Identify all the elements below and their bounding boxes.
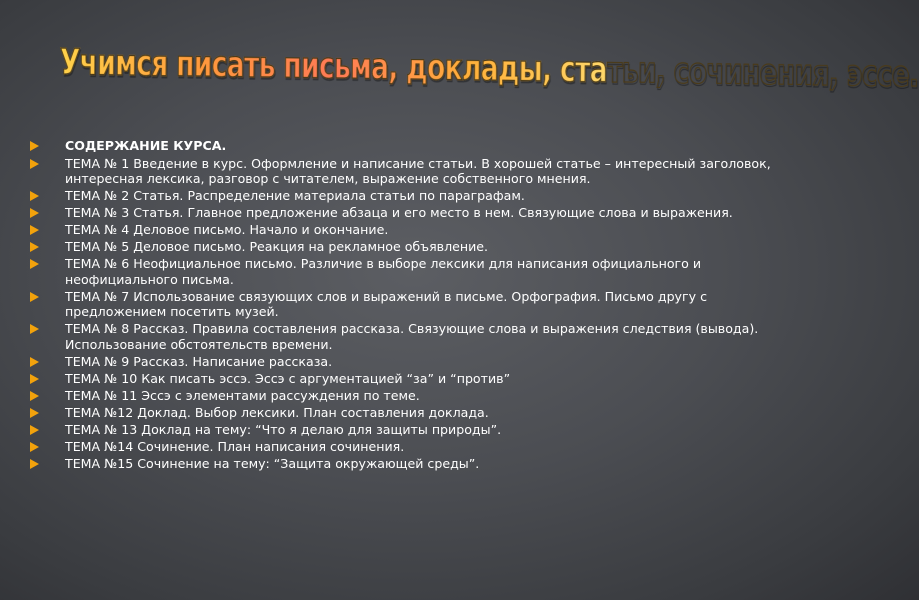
list-item — [30, 321, 775, 352]
list-item — [30, 256, 775, 287]
topic-text: ТЕМА №15 Сочинение на тему: “Защита окружающей среды”. — [65, 455, 480, 471]
triangle-bullet-icon — [30, 292, 39, 302]
course-contents-heading: СОДЕРЖАНИЕ КУРСА. — [65, 138, 227, 153]
topic-text: ТЕМА №12 Доклад. Выбор лексики. План составления доклада. — [65, 404, 489, 420]
list-item — [30, 188, 775, 204]
triangle-bullet-icon — [30, 442, 39, 452]
list-item — [30, 439, 775, 455]
topic-text: ТЕМА № 11 Эссэ с элементами рассуждения по теме. — [65, 387, 420, 403]
list-item — [30, 456, 775, 472]
triangle-bullet-icon — [30, 324, 39, 334]
list-item — [30, 422, 775, 438]
list-item — [30, 239, 775, 255]
triangle-bullet-icon — [30, 159, 39, 169]
triangle-bullet-icon — [30, 191, 39, 201]
topic-text: ТЕМА № 7 Использование связующих слов и выражений в письме. Орфография. Письмо другу с предложением посетить музей. — [65, 288, 708, 319]
topic-text: ТЕМА № 1 Введение в курс. Оформление и написание статьи. В хорошей статье – интересный заголовок, интересная лексика, разговор с читателем, выражение собственного мнения. — [65, 155, 771, 186]
topic-text: ТЕМА № 13 Доклад на тему: “Что я делаю для защиты природы”. — [65, 421, 502, 437]
triangle-bullet-icon — [30, 225, 39, 235]
topic-text: ТЕМА № 2 Статья. Распределение материала статьи по параграфам. — [65, 188, 525, 203]
slide-title: Учимся писать письма, доклады, статьи, сочинения, эссе. — [59, 42, 919, 96]
triangle-bullet-icon — [30, 357, 39, 367]
list-item-heading — [30, 138, 775, 154]
list-item — [30, 354, 775, 370]
topic-text: ТЕМА № 8 Рассказ. Правила составления рассказа. Связующие слова и выражения следствия (вывода). Использование обстоятельств времени. — [65, 321, 759, 352]
list-item — [30, 205, 775, 221]
triangle-bullet-icon — [30, 374, 39, 384]
list-item — [30, 371, 775, 387]
list-item — [30, 156, 775, 187]
triangle-bullet-icon — [30, 141, 39, 151]
topic-text: ТЕМА № 3 Статья. Главное предложение абзаца и его место в нем. Связующие слова и выражения. — [65, 205, 733, 220]
triangle-bullet-icon — [30, 425, 39, 435]
topic-text: ТЕМА № 6 Неофициальное письмо. Различие в выборе лексики для написания официального и неофициального письма. — [65, 256, 702, 287]
triangle-bullet-icon — [30, 208, 39, 218]
list-item — [30, 388, 775, 404]
list-item — [30, 222, 775, 238]
topic-text: ТЕМА №14 Сочинение. План написания сочинения. — [65, 438, 405, 454]
topic-text: ТЕМА № 4 Деловое письмо. Начало и окончание. — [65, 222, 389, 237]
triangle-bullet-icon — [30, 459, 39, 469]
triangle-bullet-icon — [30, 391, 39, 401]
topic-text: ТЕМА № 10 Как писать эссэ. Эссэ с аргументацией “за” и “против” — [65, 370, 511, 386]
triangle-bullet-icon — [30, 242, 39, 252]
topic-text: ТЕМА № 9 Рассказ. Написание рассказа. — [65, 353, 333, 369]
list-item — [30, 289, 775, 320]
triangle-bullet-icon — [30, 259, 39, 269]
topic-text: ТЕМА № 5 Деловое письмо. Реакция на рекламное объявление. — [65, 239, 489, 254]
triangle-bullet-icon — [30, 408, 39, 418]
list-item — [30, 405, 775, 421]
course-contents-list — [30, 138, 775, 473]
